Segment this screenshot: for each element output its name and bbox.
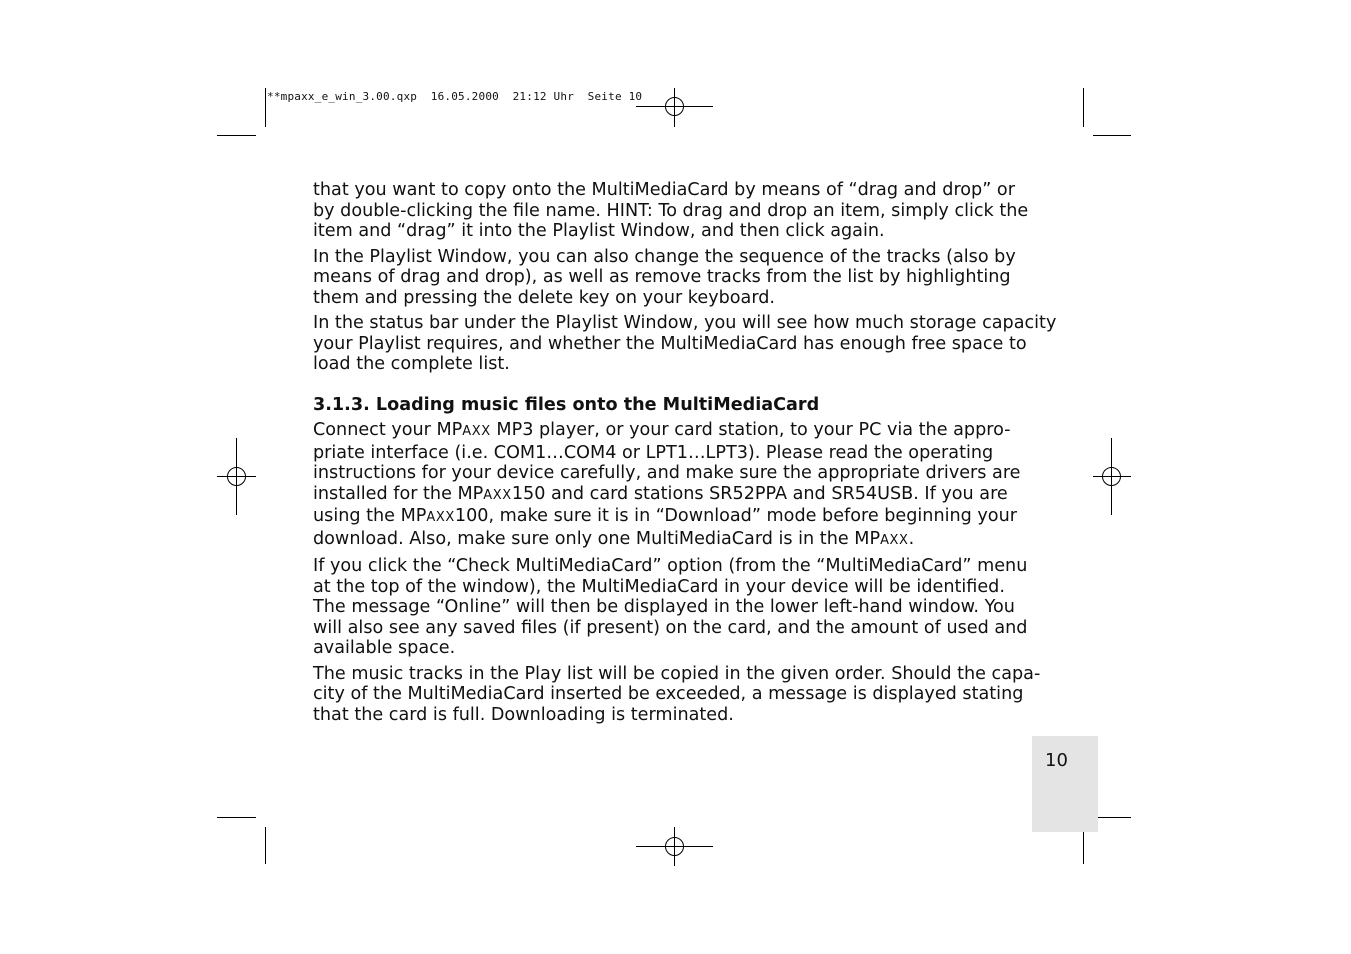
brand-name: MP [854,528,881,549]
brand-name: MP [457,483,484,504]
brand-name: MP [400,506,427,526]
paragraph-playlist-sequence: In the Playlist Window, you can also change the sequence of the tracks (also by means of drag and drop), as well as remove tracks from the list by highlighting them and pressing the delete key on your keyboard. [313,246,1016,308]
registration-mark-bottom [636,827,713,866]
paragraph-copy-order: The music tracks in the Play list will be copied in the given order. Should the capa- city of the MultiMediaCard inserted be exceeded, a message is displayed stating that the card is full. Downloading is terminated. [313,663,1041,725]
page-number: 10 [1045,750,1068,771]
section-heading: 3.1.3. Loading music files onto the MultiMediaCard [313,394,820,415]
paragraph-check-card: If you click the “Check MultiMediaCard” option (from the “MultiMediaCard” menu at the top of the window), the MultiMediaCard in your device will be identified. The message “Online” will then be displayed in the lower left-hand window. You will also see any saved files (if present) on the card, and the amount of used and available space. [313,556,1028,658]
registration-mark-right [1093,438,1131,515]
brand-name: MP [436,420,463,440]
registration-mark-top [636,88,713,127]
body-text [313,180,1057,730]
paragraph-drag-and-drop: that you want to copy onto the MultiMediaCard by means of “drag and drop” or by double-clicking the file name. HINT: To drag and drop an item, simply click the item and “drag” it into the Playlist Window, and then click again. [313,180,1029,241]
paragraph-status-bar: In the status bar under the Playlist Window, you will see how much storage capacity your Playlist requires, and whether the MultiMediaCard has enough free space to load the complete list. [313,313,1057,374]
print-slug: **mpaxx_e_win_3.00.qxp 16.05.2000 21:12 Uhr Seite 10 [267,90,643,103]
registration-mark-left [217,438,256,515]
paragraph-connect-device: Connect your MPAXX MP3 player, or your card station, to your PC via the appro- priate interface (i.e. COM1…COM4 or LPT1…LPT3). Please read the operating instructions for your device carefully, and make sure the appropriate drivers are installed for the MPAXX150 and card stations SR52PPA and SR54USB. If you are using the MPAXX100, make sure it is in “Download” mode before beginning your download. Also, make sure only one MultiMediaCard is in the MPAXX. [313,420,1021,549]
page-number-tab [1032,736,1098,832]
